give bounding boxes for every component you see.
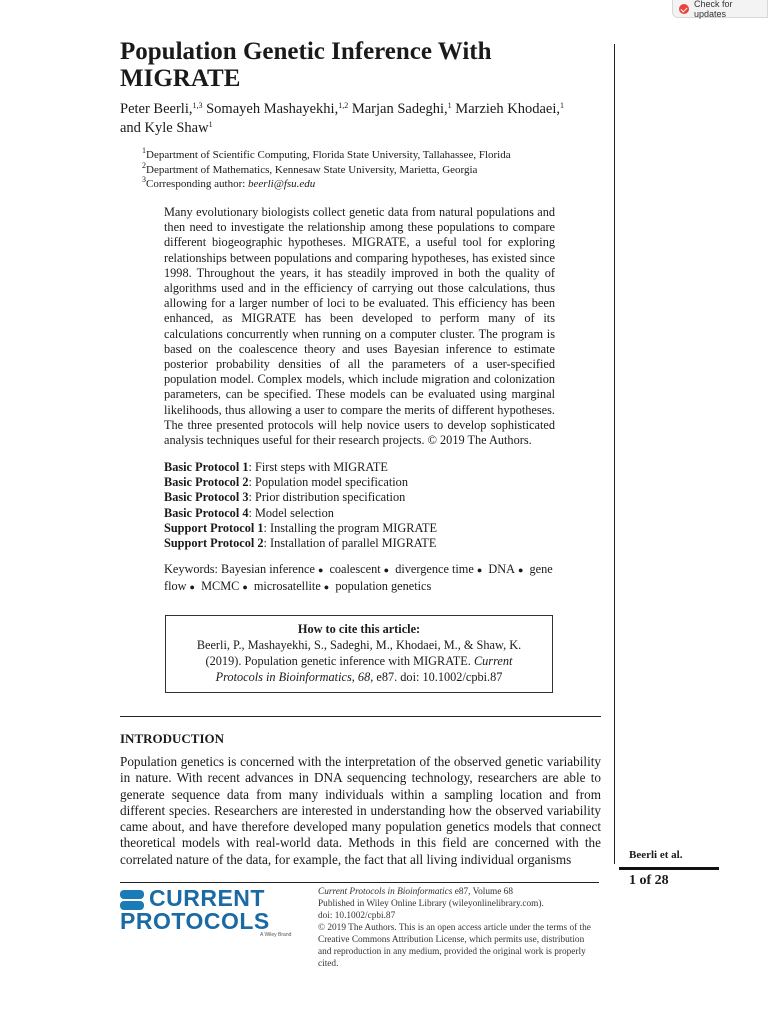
protocol-item: Support Protocol 2: Installation of parallel MIGRATE (164, 536, 437, 551)
keyword: microsatellite (253, 579, 321, 593)
published-line: Published in Wiley Online Library (wileyonlinelibrary.com). (318, 899, 544, 909)
journal-line: Current Protocols in Bioinformatics e87, Volume 68 (318, 887, 513, 897)
article-title (120, 38, 600, 92)
abstract: Many evolutionary biologists collect genetic data from natural populations and then need to investigate the relationship among these populations to compare different biogeographic hypotheses. MIGRATE, a useful tool for exploring relationships between populations and comparing hypotheses, has existed since 1998. Throughout the years, it has steadily improved in both the quality of algorithms used and in the efficiency of carrying out those calculations, thus allowing for a larger number of loci to be evaluated. This efficiency has been enhanced, as MIGRATE has been developed to perform many of its calculations concurrently when running on a computer cluster. The program is based on the coalescence theory and uses Bayesian inference to estimate posterior probability densities of all the parameters of a user-specified population model. Complex models, which include migration and colonization parameters, can be specified. These models can be evaluated using marginal likelihoods, thus allowing a user to compare the merits of different hypotheses. The three presented protocols will help novice users to develop sophisticated analysis techniques useful for their research projects. © 2019 The Authors. (164, 205, 555, 448)
page-number: 1 of 28 (629, 873, 669, 888)
logo-subtitle: A Wiley Brand (260, 932, 292, 938)
logo-word-protocols: PROTOCOLS (120, 908, 270, 934)
doi-line[interactable]: doi: 10.1002/cpbi.87 (318, 911, 396, 921)
check-updates-icon (679, 4, 689, 14)
protocol-item: Basic Protocol 3: Prior distribution specification (164, 490, 406, 505)
section-divider (120, 716, 601, 717)
affiliation: $^1$Department of Scientific Computing, Florida State University, Tallahassee, Florida (142, 146, 511, 161)
citation-line: Protocols in Bioinformatics, 68, e87. doi: 10.1002/cpbi.87 (215, 670, 503, 684)
author: Somayeh Mashayekhi,$^{1,2}$ (206, 101, 349, 117)
keyword: divergence time (395, 562, 474, 576)
keywords: Keywords: Bayesian inference ● coalescent ● divergence time ● DNA ● gene flow ● MCMC ● microsatellite ● population genetics (164, 562, 553, 593)
author-list (120, 100, 600, 138)
citation-line: (2019). Population genetic inference with MIGRATE. Current (205, 654, 513, 668)
current-protocols-logo (120, 885, 300, 940)
check-for-updates-button[interactable] (672, 0, 768, 18)
running-head: Beerli et al. (629, 849, 683, 861)
protocol-list (164, 460, 564, 551)
title-line-2: MIGRATE (120, 65, 241, 92)
affiliation: $^2$Department of Mathematics, Kennesaw State University, Marietta, Georgia (142, 160, 478, 176)
citation-line: Beerli, P., Mashayekhi, S., Sadeghi, M., Khodaei, M., & Shaw, K. (196, 638, 522, 652)
keywords-label: Keywords: (164, 562, 218, 576)
keyword: Bayesian inference (221, 562, 315, 576)
margin-rule (614, 44, 615, 864)
author: Peter Beerli,$^{1,3}$ (120, 101, 203, 117)
affiliation: $^3$Corresponding author: beerli@fsu.edu (142, 175, 316, 190)
keyword: coalescent (329, 562, 381, 576)
author: Marzieh Khodaei,$^1$ (455, 101, 564, 117)
sidebar-rule (619, 867, 719, 870)
keyword: gene flow (164, 562, 553, 593)
keyword: MCMC (201, 579, 240, 593)
title-line-1: Population Genetic Inference With (120, 38, 492, 65)
citation-heading: How to cite this article: (297, 622, 421, 636)
license-text: © 2019 The Authors. This is an open access article under the terms of the Creative Commons Attribution License, which permits use, distribution and reproduction in any medium, provided the original work is properly cited. (318, 923, 591, 969)
protocol-item: Support Protocol 1: Installing the program MIGRATE (164, 520, 438, 535)
protocol-item: Basic Protocol 1: First steps with MIGRATE (164, 460, 388, 474)
citation-box (165, 615, 553, 693)
publication-info (318, 886, 598, 970)
check-for-updates-label: Check for updates (694, 0, 733, 19)
protocol-item: Basic Protocol 2: Population model specification (164, 475, 408, 490)
section-heading: INTRODUCTION (120, 731, 225, 746)
footer-divider (120, 882, 599, 883)
author: Marjan Sadeghi,$^1$ (351, 101, 452, 117)
keyword: population genetics (335, 579, 432, 593)
keyword: DNA (488, 562, 516, 576)
protocol-item: Basic Protocol 4: Model selection (164, 505, 334, 520)
logo-word-current: CURRENT (149, 885, 265, 911)
author: and Kyle Shaw$^1$ (120, 120, 213, 136)
corresponding-email-link[interactable]: beerli@fsu.edu (248, 178, 316, 190)
introduction-text: Population genetics is concerned with the interpretation of the observed genetic variability in nature. With recent advances in DNA sequencing technology, researchers are able to generate sequence data from many individuals within a sampling location and from different species. Researchers are interested in understanding how the observed variability came about, and have therefore developed many population genetics models that connect theoretical models with real-world data. Methods in this field are concerned with the correlated nature of the data, for example, the fact that all living individual organisms (120, 754, 601, 867)
affiliations (142, 148, 602, 192)
